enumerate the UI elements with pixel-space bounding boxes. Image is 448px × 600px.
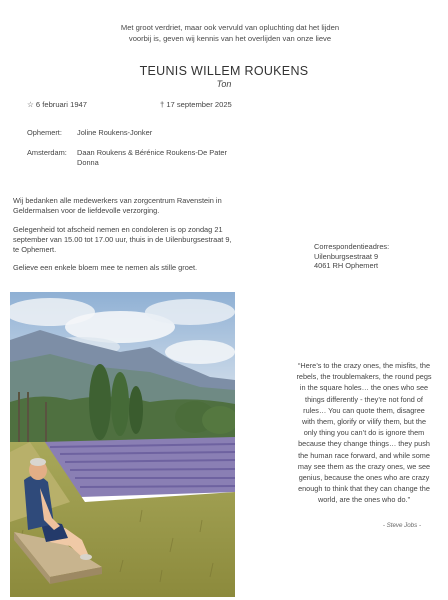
photo-illustration: [10, 292, 235, 597]
intro-line-2: voorbij is, geven wij kennis van het overlijden van onze lieve: [128, 34, 332, 43]
quote-line: things differently - they’re not fond of: [305, 394, 423, 404]
thanks-line: Wij bedanken alle medewerkers van zorgcentrum Ravenstein in: [13, 196, 222, 205]
deceased-nickname: Ton: [216, 79, 232, 89]
correspondence-street: Uilenburgsestraat 9: [314, 251, 379, 261]
condolence-line: september van 15.00 tot 17.00 uur, thuis in de Uilenburgsestraat 9,: [13, 235, 232, 244]
quote-line: only thing you can’t do is ignore them: [303, 428, 425, 438]
correspondence-label: Correspondentieadres:: [314, 242, 390, 251]
condolence-line: te Ophemert.: [13, 245, 57, 254]
relative-name: Donna: [77, 158, 99, 167]
quote-author: - Steve Jobs -: [382, 522, 421, 529]
intro-text: [14, 22, 446, 44]
relative-name: Daan Roukens & Bérénice Roukens-De Pater: [77, 148, 227, 157]
condolence-line: Gelegenheid tot afscheid nemen en condoleren is op zondag 21: [13, 225, 223, 234]
quote-line: world, are the ones who do.”: [317, 495, 411, 505]
death-date: † 17 september 2025: [160, 100, 232, 109]
correspondence-city: 4061 RH Ophemert: [314, 261, 379, 271]
quote-line: because they change things… they push: [298, 439, 430, 449]
quote-line: with them, glorify or vilify them, but the: [301, 417, 427, 427]
flowers-note: Gelieve een enkele bloem mee te nemen als stille groet.: [13, 263, 198, 272]
quote-line: rules… You can quote them, disagree: [303, 405, 425, 415]
thanks-paragraph: [13, 196, 248, 216]
deceased-name: TEUNIS WILLEM ROUKENS: [139, 64, 309, 78]
quote-line: the human race forward, and while some: [298, 450, 430, 460]
quote-line: rebels, the troublemakers, the round pegs: [296, 372, 432, 382]
quote-line: enough to think that they can change the: [298, 484, 430, 494]
memorial-photo: [10, 292, 235, 597]
memorial-quote: [278, 360, 448, 506]
condolence-paragraph: [13, 225, 248, 255]
relative-names-ophemert: [77, 128, 267, 138]
quote-line: may see them as the crazy ones, we see: [297, 461, 431, 471]
quote-line: in the square holes… the ones who see: [299, 383, 429, 393]
intro-line-1: Met groot verdriet, maar ook vervuld van opluchting dat het lijden: [120, 23, 340, 32]
relative-place-amsterdam: Amsterdam:: [27, 148, 67, 157]
birth-date: ☆ 6 februari 1947: [27, 100, 88, 109]
quote-line: “Here’s to the crazy ones, the misfits, the: [297, 361, 431, 370]
thanks-line: Geldermalsen voor de liefdevolle verzorging.: [13, 206, 160, 215]
correspondence-address: [314, 242, 389, 271]
relative-place-ophemert: Ophemert:: [27, 128, 62, 137]
quote-line: genius, because the ones who are crazy: [298, 473, 430, 483]
relative-name: Joline Roukens-Jonker: [77, 128, 153, 137]
relative-names-amsterdam: [77, 148, 267, 168]
